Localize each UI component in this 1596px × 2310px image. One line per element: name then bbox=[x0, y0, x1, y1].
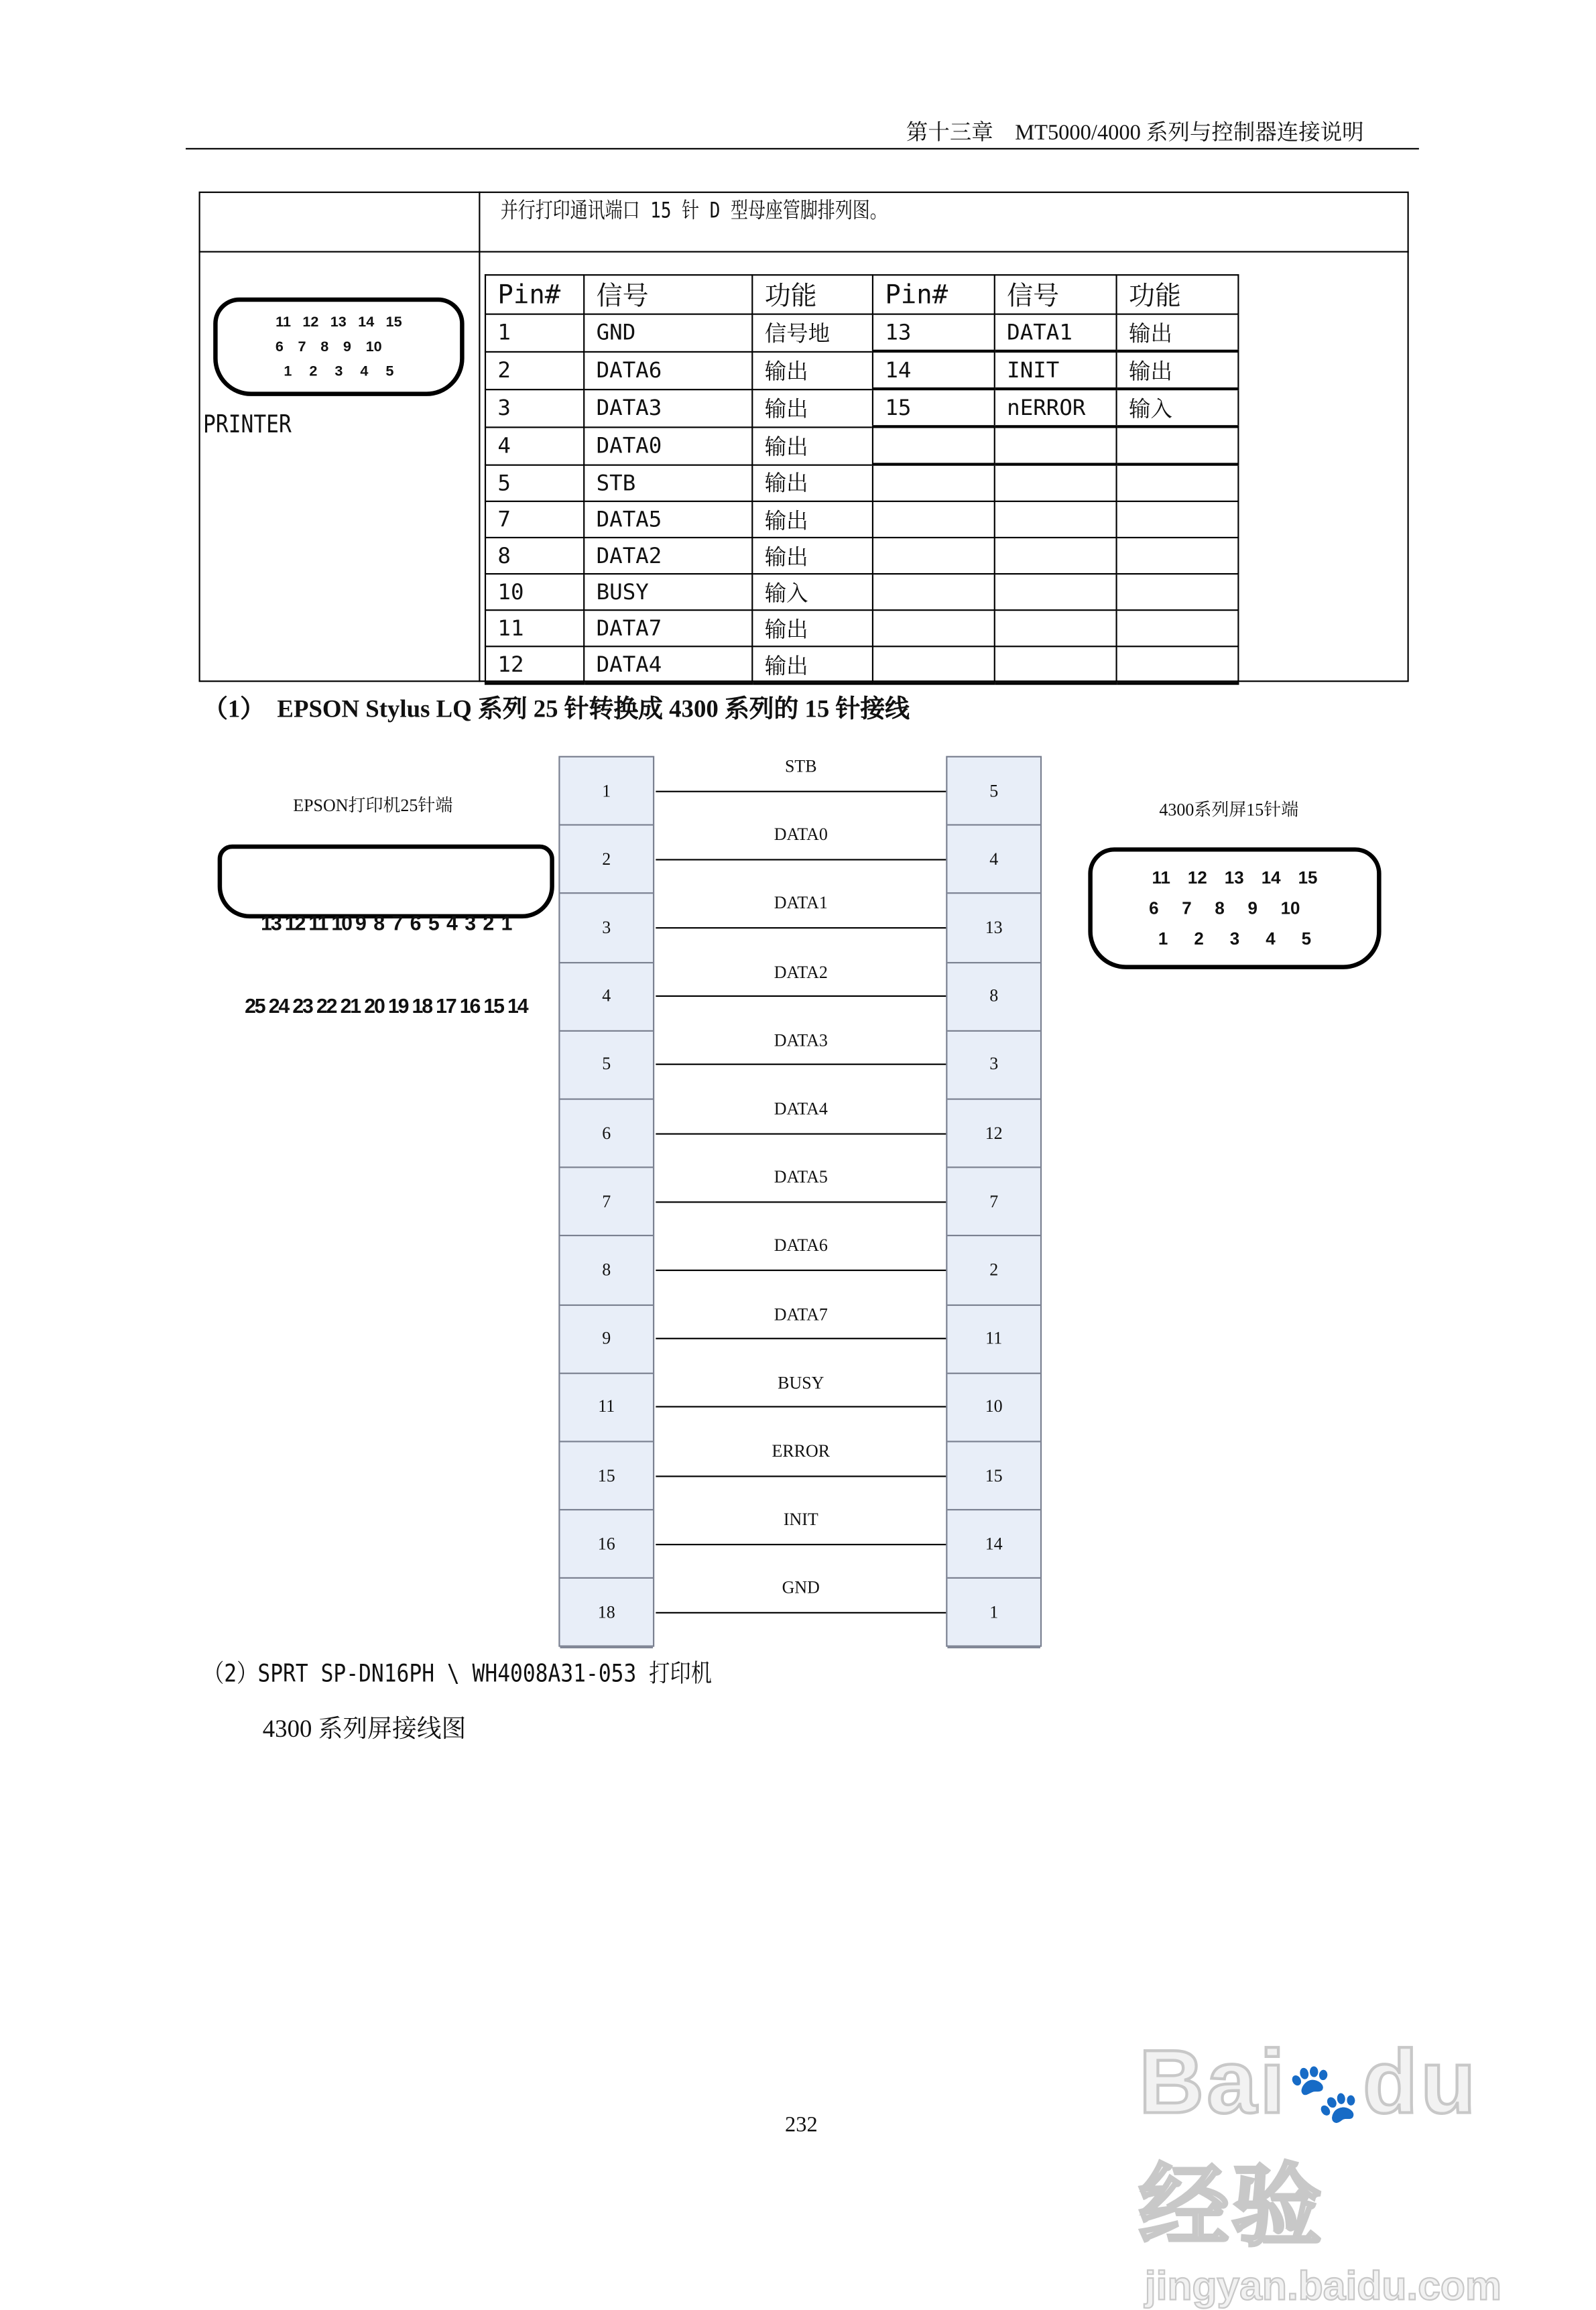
wire-line bbox=[656, 927, 946, 928]
left-pin: 16 bbox=[560, 1511, 653, 1579]
table-cell: BUSY bbox=[584, 574, 752, 610]
table-divider bbox=[479, 192, 480, 682]
table-cell: 2 bbox=[485, 351, 584, 389]
table-cell: 输出 bbox=[752, 610, 873, 646]
table-cell: DATA7 bbox=[584, 610, 752, 646]
table-cell: 输出 bbox=[752, 351, 873, 389]
table-row bbox=[485, 574, 1238, 610]
table-cell: 输出 bbox=[752, 501, 873, 538]
wire-signal-label: ERROR bbox=[772, 1441, 831, 1461]
wire-line bbox=[656, 1338, 946, 1339]
wire-signal-label: INIT bbox=[783, 1509, 818, 1530]
section-heading-1: （1） EPSON Stylus LQ 系列 25 针转换成 4300 系列的 15 针接线 bbox=[203, 694, 910, 723]
table-row bbox=[485, 538, 1238, 574]
table-cell: DATA5 bbox=[584, 501, 752, 538]
pin-number: 8 bbox=[320, 339, 329, 356]
table-cell bbox=[1117, 538, 1239, 574]
table-cell: DATA4 bbox=[584, 646, 752, 683]
pin-number: 2 bbox=[309, 364, 318, 381]
pin-number: 10 bbox=[1280, 898, 1300, 919]
pin-number: 3 bbox=[1229, 928, 1240, 949]
pin-number: 6 bbox=[275, 339, 284, 356]
table-cell: DATA6 bbox=[584, 351, 752, 389]
wire-signal-label: DATA0 bbox=[774, 824, 828, 845]
table-cell bbox=[995, 501, 1117, 538]
table-cell bbox=[873, 610, 995, 646]
pin-number: 15 bbox=[385, 314, 402, 331]
column-header: Pin# bbox=[873, 275, 995, 314]
db25-row1: 13 12 11 10 9 8 7 6 5 4 3 2 1 bbox=[261, 911, 511, 934]
section-heading-2: （2）SPRT SP-DN16PH \ WH4008A31-053 打印机 bbox=[203, 1660, 712, 1689]
table-cell: 输出 bbox=[752, 646, 873, 683]
table-cell: STB bbox=[584, 465, 752, 501]
wire-signal-label: BUSY bbox=[778, 1372, 824, 1393]
pin-number: 14 bbox=[1261, 867, 1281, 888]
table-cell: 10 bbox=[485, 574, 584, 610]
right-pin: 2 bbox=[947, 1237, 1040, 1305]
right-pin: 1 bbox=[947, 1579, 1040, 1648]
table-cell: 输出 bbox=[1117, 351, 1239, 389]
pin-table bbox=[485, 274, 1239, 685]
table-cell: 输出 bbox=[752, 538, 873, 574]
table-cell: 13 bbox=[873, 314, 995, 351]
wire-signal-label: DATA2 bbox=[774, 961, 828, 982]
table-cell: DATA3 bbox=[584, 389, 752, 426]
table-cell: 3 bbox=[485, 389, 584, 426]
pin-number: 12 bbox=[302, 314, 319, 331]
table-cell bbox=[873, 501, 995, 538]
pin-number: 4 bbox=[360, 364, 369, 381]
table-cell bbox=[995, 465, 1117, 501]
table-caption: 并行打印通讯端口 15 针 D 型母座管脚排列图。 bbox=[500, 197, 887, 224]
db25-row2: 25 24 23 22 21 20 19 18 17 16 15 14 bbox=[245, 993, 528, 1018]
left-pin: 7 bbox=[560, 1168, 653, 1237]
table-cell: 11 bbox=[485, 610, 584, 646]
wire-line bbox=[656, 1270, 946, 1271]
table-cell: 14 bbox=[873, 351, 995, 389]
right-pin-column bbox=[946, 756, 1042, 1647]
table-cell: 7 bbox=[485, 501, 584, 538]
wire-line bbox=[656, 1064, 946, 1065]
wire-line bbox=[656, 1201, 946, 1203]
right-pin: 4 bbox=[947, 826, 1040, 894]
wire-signal-label: STB bbox=[784, 755, 817, 777]
column-header: 信号 bbox=[995, 275, 1117, 314]
right-pin: 10 bbox=[947, 1374, 1040, 1442]
wire-line bbox=[656, 1544, 946, 1545]
pin-number: 1 bbox=[1158, 928, 1168, 949]
wire-signal-label: DATA7 bbox=[774, 1304, 828, 1325]
table-cell bbox=[995, 426, 1117, 464]
column-header: Pin# bbox=[485, 275, 584, 314]
pin-number: 11 bbox=[1152, 867, 1170, 888]
pin-number: 10 bbox=[365, 339, 382, 356]
left-pin: 2 bbox=[560, 826, 653, 894]
table-cell: 15 bbox=[873, 389, 995, 426]
wire-line bbox=[656, 790, 946, 792]
table-cell: DATA2 bbox=[584, 538, 752, 574]
page-header: 第十三章 MT5000/4000 系列与控制器连接说明 bbox=[906, 121, 1364, 145]
section-subtitle: 4300 系列屏接线图 bbox=[262, 1715, 467, 1743]
table-cell: 输入 bbox=[1117, 389, 1239, 426]
pin-number: 13 bbox=[1224, 867, 1244, 888]
table-cell: 4 bbox=[485, 426, 584, 464]
table-cell bbox=[1117, 574, 1239, 610]
table-cell bbox=[1117, 646, 1239, 683]
left-pin: 4 bbox=[560, 963, 653, 1031]
table-cell: nERROR bbox=[995, 389, 1117, 426]
column-header: 信号 bbox=[584, 275, 752, 314]
left-pin: 6 bbox=[560, 1100, 653, 1168]
table-cell: 输出 bbox=[752, 426, 873, 464]
table-cell: 输出 bbox=[752, 465, 873, 501]
table-cell bbox=[995, 646, 1117, 683]
table-cell bbox=[995, 538, 1117, 574]
left-connector-label: EPSON打印机25针端 bbox=[293, 795, 453, 816]
connector-label: PRINTER bbox=[203, 410, 292, 440]
pin-number: 7 bbox=[1182, 898, 1192, 919]
table-cell bbox=[995, 574, 1117, 610]
table-row bbox=[485, 501, 1238, 538]
left-pin: 8 bbox=[560, 1237, 653, 1305]
pin-number: 9 bbox=[343, 339, 351, 356]
table-cell: 5 bbox=[485, 465, 584, 501]
right-pin: 8 bbox=[947, 963, 1040, 1031]
table-cell: DATA0 bbox=[584, 426, 752, 464]
column-header: 功能 bbox=[1117, 275, 1239, 314]
wire-line bbox=[656, 1612, 946, 1614]
table-cell: 8 bbox=[485, 538, 584, 574]
pin-number: 1 bbox=[284, 364, 292, 381]
table-cell bbox=[1117, 501, 1239, 538]
pin-number: 5 bbox=[1301, 928, 1312, 949]
wire-line bbox=[656, 859, 946, 860]
table-row bbox=[485, 610, 1238, 646]
left-pin: 3 bbox=[560, 894, 653, 963]
left-pin: 5 bbox=[560, 1032, 653, 1100]
table-row bbox=[485, 646, 1238, 683]
db25-connector-icon bbox=[218, 845, 554, 1018]
right-pin: 7 bbox=[947, 1168, 1040, 1237]
table-row bbox=[485, 351, 1238, 389]
table-cell: INIT bbox=[995, 351, 1117, 389]
column-header: 功能 bbox=[752, 275, 873, 314]
table-cell: GND bbox=[584, 314, 752, 351]
table-cell: 信号地 bbox=[752, 314, 873, 351]
table-row bbox=[485, 314, 1238, 351]
pin-number: 5 bbox=[385, 364, 394, 381]
right-pin: 3 bbox=[947, 1032, 1040, 1100]
table-cell: 输入 bbox=[752, 574, 873, 610]
pin-table-header bbox=[485, 275, 1238, 314]
pin-number: 13 bbox=[330, 314, 347, 331]
table-cell bbox=[1117, 465, 1239, 501]
wire-line bbox=[656, 1133, 946, 1134]
pin-number: 9 bbox=[1247, 898, 1257, 919]
table-cell bbox=[873, 574, 995, 610]
table-cell: DATA1 bbox=[995, 314, 1117, 351]
table-cell: 1 bbox=[485, 314, 584, 351]
wire-signal-label: DATA3 bbox=[774, 1030, 828, 1050]
db15-connector-icon bbox=[1088, 847, 1381, 969]
left-pin: 11 bbox=[560, 1374, 653, 1442]
right-pin: 15 bbox=[947, 1443, 1040, 1511]
table-cell bbox=[873, 426, 995, 464]
table-cell bbox=[1117, 426, 1239, 464]
wire-signal-label: DATA1 bbox=[774, 893, 828, 914]
right-pin: 12 bbox=[947, 1100, 1040, 1168]
pin-number: 8 bbox=[1215, 898, 1225, 919]
pin-number: 15 bbox=[1298, 867, 1318, 888]
table-cell bbox=[1117, 610, 1239, 646]
table-cell bbox=[873, 538, 995, 574]
left-pin: 15 bbox=[560, 1443, 653, 1511]
table-divider bbox=[199, 251, 1409, 252]
left-pin: 1 bbox=[560, 757, 653, 826]
table-cell: 12 bbox=[485, 646, 584, 683]
table-row bbox=[485, 465, 1238, 501]
header-rule bbox=[186, 148, 1419, 149]
wire-line bbox=[656, 1406, 946, 1408]
wire-line bbox=[656, 995, 946, 997]
pin-number: 2 bbox=[1194, 928, 1204, 949]
left-pin: 9 bbox=[560, 1305, 653, 1374]
page-number: 232 bbox=[784, 2114, 818, 2138]
table-cell bbox=[995, 610, 1117, 646]
right-pin: 13 bbox=[947, 894, 1040, 963]
baidu-watermark-logo: Bai🐾du 经验 jingyan.baidu.com bbox=[1139, 2032, 1501, 2309]
pin-number: 14 bbox=[358, 314, 375, 331]
db15-connector-icon bbox=[213, 298, 464, 396]
pin-number: 11 bbox=[275, 314, 292, 331]
right-connector-label: 4300系列屏15针端 bbox=[1159, 799, 1299, 820]
pin-number: 6 bbox=[1149, 898, 1159, 919]
wire-signal-label: GND bbox=[782, 1577, 820, 1598]
left-pin-column bbox=[558, 756, 654, 1647]
right-pin: 11 bbox=[947, 1305, 1040, 1374]
pin-number: 7 bbox=[298, 339, 306, 356]
wire-signal-label: DATA4 bbox=[774, 1098, 828, 1119]
table-row bbox=[485, 389, 1238, 426]
left-pin: 18 bbox=[560, 1579, 653, 1648]
pin-number: 4 bbox=[1266, 928, 1276, 949]
pin-number: 12 bbox=[1187, 867, 1207, 888]
table-cell: 输出 bbox=[752, 389, 873, 426]
right-pin: 14 bbox=[947, 1511, 1040, 1579]
wire-signal-label: DATA6 bbox=[774, 1235, 828, 1256]
wire-signal-label: DATA5 bbox=[774, 1166, 828, 1187]
right-pin: 5 bbox=[947, 757, 1040, 826]
wire-line bbox=[656, 1475, 946, 1476]
table-cell bbox=[873, 646, 995, 683]
table-cell bbox=[873, 465, 995, 501]
table-row bbox=[485, 426, 1238, 464]
pin-number: 3 bbox=[334, 364, 343, 381]
table-cell: 输出 bbox=[1117, 314, 1239, 351]
